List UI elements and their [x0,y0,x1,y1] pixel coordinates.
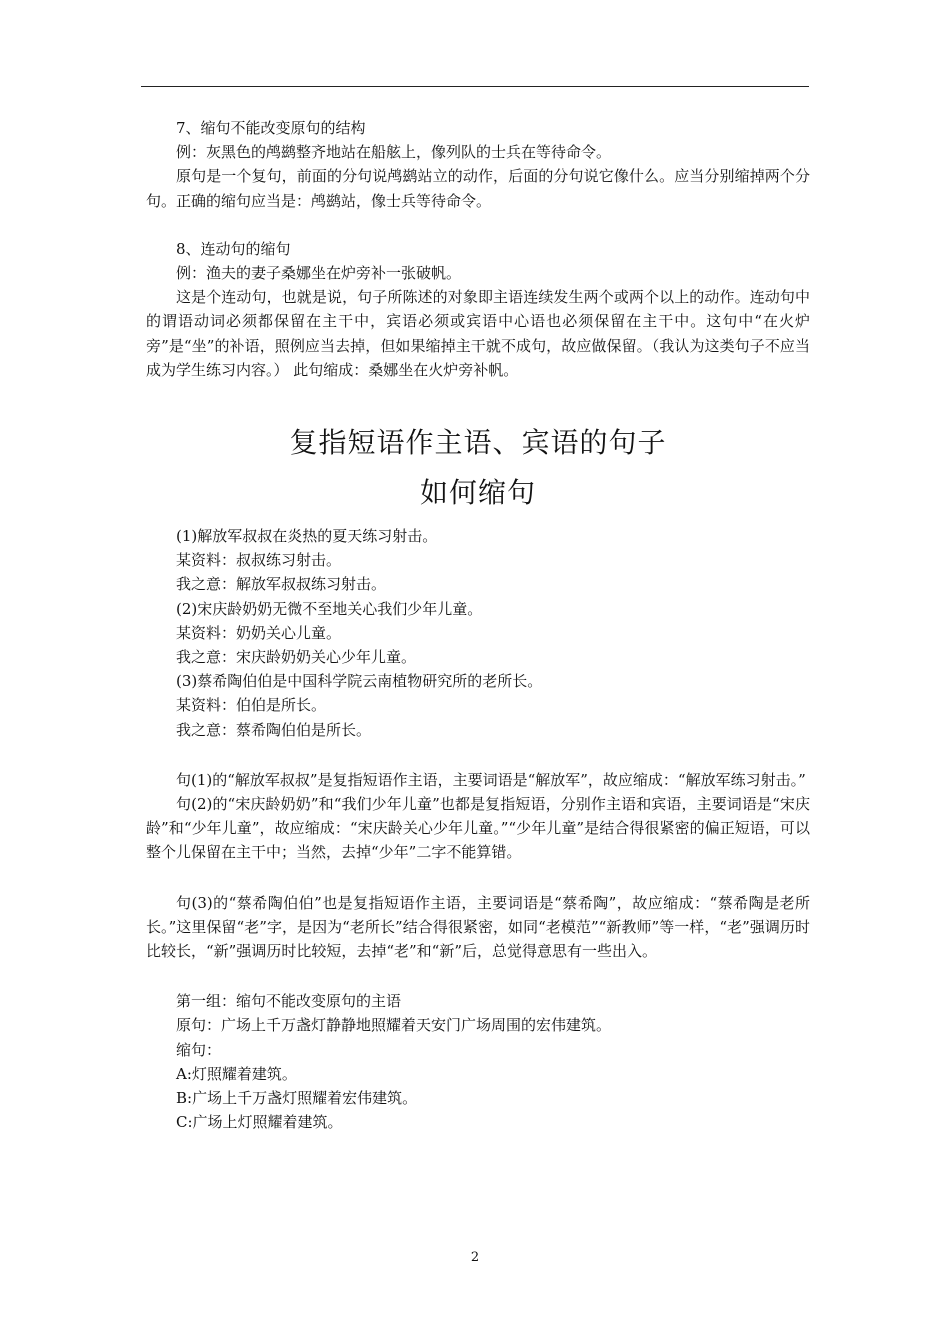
section7-example: 例：灰黑色的鸬鹚整齐地站在船舷上，像列队的士兵在等待命令。 [176,143,612,162]
section7-heading: 7、缩句不能改变原句的结构 [176,119,366,137]
example-line: 某资料：叔叔练习射击。 [176,551,342,570]
example-line: 我之意：宋庆龄奶奶关心少年儿童。 [176,648,417,667]
group1-original: 原句：广场上千万盏灯静静地照耀着天安门广场周围的宏伟建筑。 [176,1016,612,1035]
page-number: 2 [470,1250,480,1265]
section8-example: 例：渔夫的妻子桑娜坐在炉旁补一张破帆。 [176,264,462,283]
title-line-1: 复指短语作主语、宾语的句子 [289,426,667,460]
section-title [146,418,810,518]
spacer [146,742,810,768]
section8-heading: 8、连动句的缩句 [176,239,291,258]
spacer [146,213,810,237]
analysis-paragraph-2: 句(2)的“宋庆龄奶奶”和“我们少年儿童”也都是复指短语，分别作主语和宾语，主要词语是“宋庆龄”和“少年儿童”，故应缩成：“宋庆龄关心少年儿童。”“少年儿童”是结合得很紧密的偏正短语，可以整个儿保留在主干中；当然，去掉“少年”二字不能算错。 [146,795,810,862]
example-line: 我之意：解放军叔叔练习射击。 [176,575,387,594]
example-line: 我之意：蔡希陶伯伯是所长。 [176,720,372,739]
group1-label: 缩句： [176,1040,222,1059]
header-rule [141,86,809,87]
spacer [146,865,810,891]
analysis-paragraph-1: 句(1)的“解放军叔叔”是复指短语作主语，主要词语是“解放军”，故应缩成：“解放军练习射击。” [176,770,806,789]
analysis-paragraph-3: 句(3)的“蔡希陶伯伯”也是复指短语作主语，主要词语是“蔡希陶”，故应缩成：“蔡希陶是老所长。”这里保留“老”字，是因为“老所长”结合得很紧密，如同“老模范”“新教师”等一样，“老”强调历时比较长，“新”强调历时比较短，去掉“老”和“新”后，总觉得意思有一些出入。 [146,893,810,961]
section8-explanation: 这是个连动句，也就是说，句子所陈述的对象即主语连续发生两个或两个以上的动作。连动句中的谓语动词必须都保留在主干中，宾语必须或宾语中心语也必须保留在主干中。这句中“在火炉旁”是“坐”的补语，照例应当去掉，但如果缩掉主干就不成句，故应做保留。（我认为这类句子不应当成为学生练习内容。） 此句缩成：桑娜坐在火炉旁补帆。 [146,288,810,379]
example-line: 某资料：伯伯是所长。 [176,696,327,715]
group1-option-a: A:灯照耀着建筑。 [176,1064,297,1083]
example-line: (2)宋庆龄奶奶无微不至地关心我们少年儿童。 [176,599,483,618]
example-line: (3)蔡希陶伯伯是中国科学院云南植物研究所的老所长。 [176,672,543,691]
group1-heading: 第一组：缩句不能改变原句的主语 [176,992,402,1011]
spacer [146,963,810,989]
example-line: (1)解放军叔叔在炎热的夏天练习射击。 [176,527,438,546]
group1-option-b: B:广场上千万盏灯照耀着宏伟建筑。 [176,1089,418,1108]
group1-option-c: C:广场上灯照耀着建筑。 [176,1113,343,1132]
example-line: 某资料：奶奶关心儿童。 [176,623,342,642]
page-content [146,116,810,1135]
title-line-2: 如何缩句 [419,476,536,510]
section7-explanation: 原句是一个复句，前面的分句说鸬鹚站立的动作，后面的分句说它像什么。应当分别缩掉两个分句。正确的缩句应当是：鸬鹚站，像士兵等待命令。 [146,167,810,210]
